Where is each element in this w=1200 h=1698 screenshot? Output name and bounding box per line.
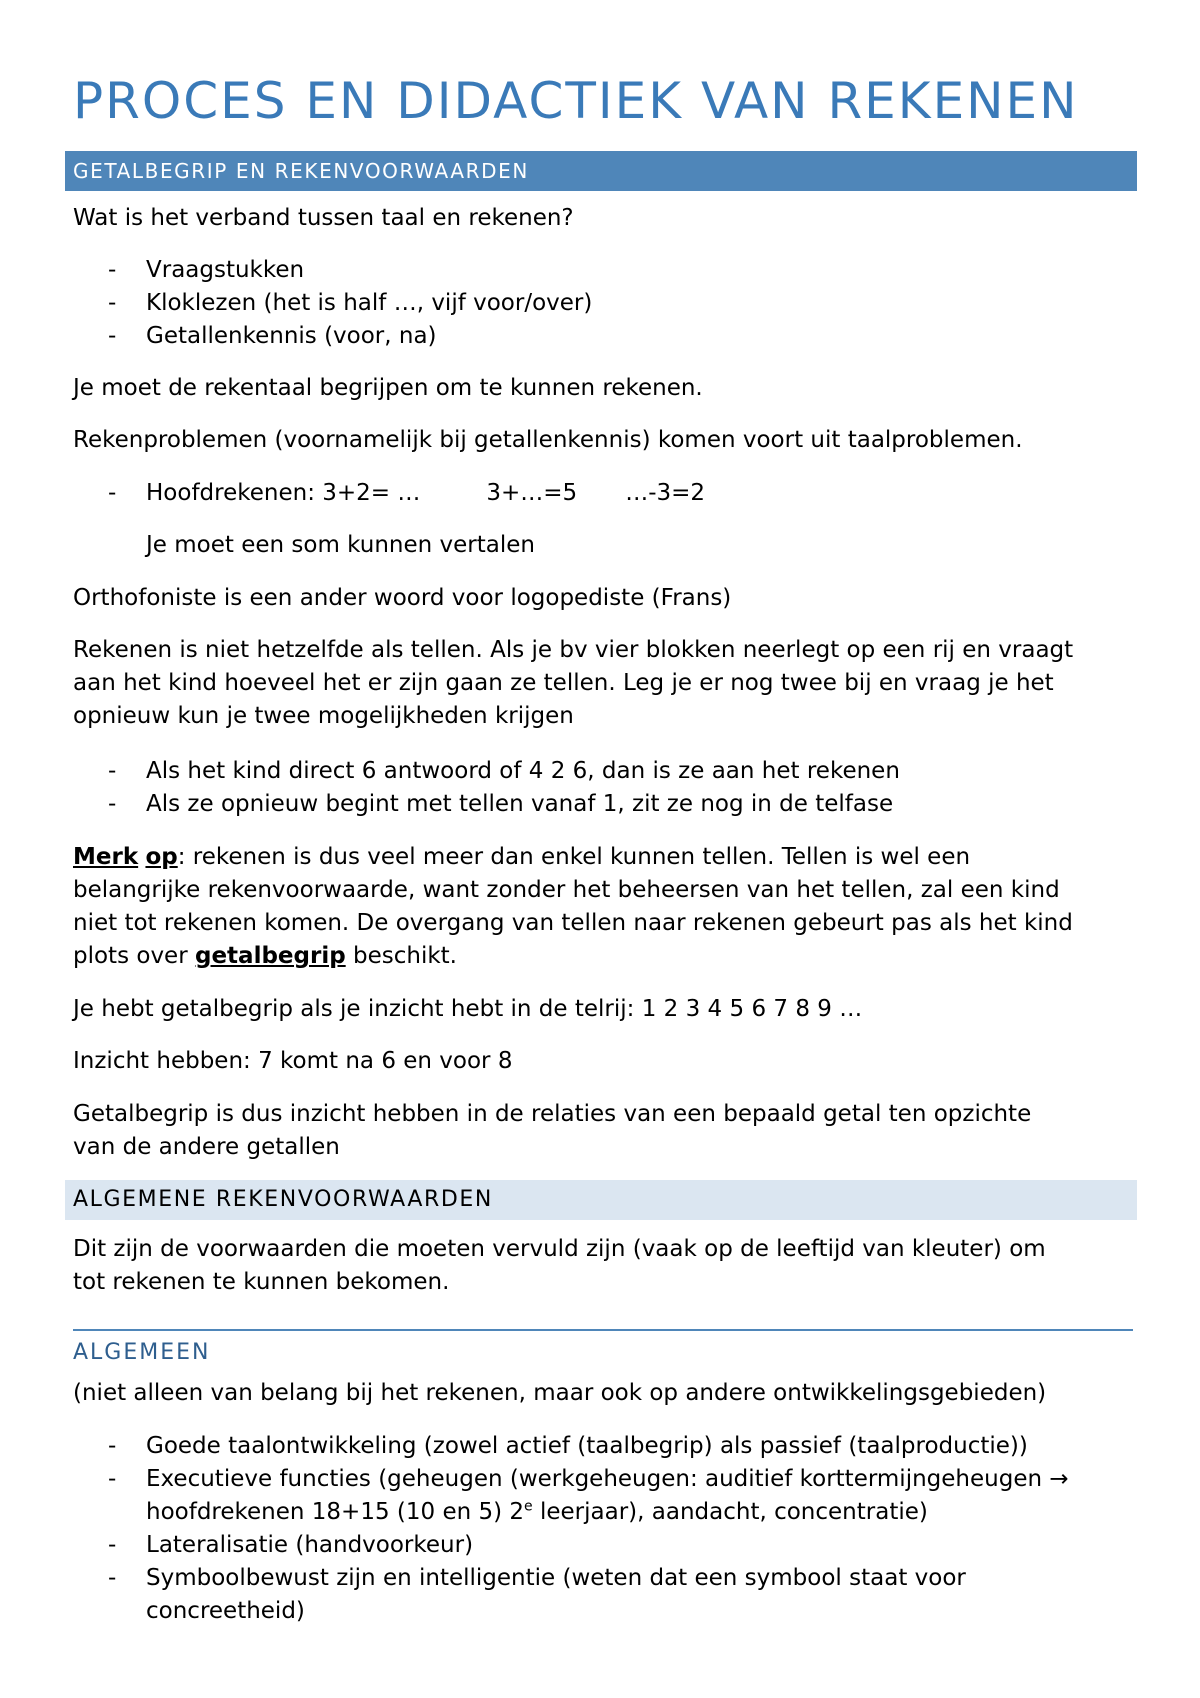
- paragraph-tellen: Rekenen is niet hetzelfde als tellen. Als je bv vier blokken neerlegt op een rij en vraagt aan het kind hoeveel het er zijn gaan ze tellen. Leg je er nog twee bij en vraag je het opnieuw kun je twee mogelijkheden krijgen: [73, 637, 1074, 729]
- paragraph-vertalen: Je moet een som kunnen vertalen: [146, 532, 535, 558]
- question-paragraph: Wat is het verband tussen taal en rekenen?: [73, 205, 574, 231]
- paragraph-getalbegrip: Getalbegrip is dus inzicht hebben in de relaties van een bepaald getal ten opzichte van de andere getallen: [73, 1101, 1032, 1160]
- paragraph-orthofoniste: Orthofoniste is een ander woord voor logopediste (Frans): [73, 585, 732, 611]
- paragraph-voorwaarden: Dit zijn de voorwaarden die moeten vervuld zijn (vaak op de leeftijd van kleuter) om tot rekenen te kunnen bekomen.: [73, 1236, 1046, 1295]
- divider: [73, 1329, 1133, 1331]
- paragraph-rekenproblemen: Rekenproblemen (voornamelijk bij getallenkennis) komen voort uit taalproblemen.: [73, 427, 1023, 453]
- getalbegrip-keyword: getalbegrip: [194, 943, 346, 969]
- paragraph-inzicht: Inzicht hebben: 7 komt na 6 en voor 8: [73, 1048, 513, 1074]
- merk-op-keyword: Merk: [73, 844, 139, 870]
- paragraph-merk-op: Merk op: rekenen is dus veel meer dan enkel kunnen tellen. Tellen is wel een belangrijke rekenvoorwaarde, want zonder het beheersen van het tellen, zal een kind niet tot rekenen komen. De overgang van tellen naar rekenen gebeurt pas als het kind plots over getalbegrip beschikt.: [73, 844, 1073, 969]
- document-page: PROCES EN DIDACTIEK VAN REKENEN GETALBEGRIP EN REKENVOORWAARDEN Wat is het verband tussen taal en rekenen? - Vraagstukken - Kloklezen (het is half …, vijf voor/over) - Getallenkennis (voor, na) Je moet de rekentaal begrijpen om te kunnen rekenen. Rekenproblemen (voornamelijk bij getallenkennis) komen voort uit taalproblemen. - Hoofdrekenen: 3+2= … 3+…=5 …-3=2 Je moet een som kunnen vertalen Orthofoniste is een ander woord voor logopediste (Frans) Rekenen is niet hetzelfde als tellen. Als je bv vier blokken neerlegt op een rij en vraagt aan het kind hoeveel het er zijn gaan ze tellen. Leg je er nog twee bij en vraag je het opnieuw kun je twee mogelijkheden krijgen - Als het kind direct 6 antwoord of 4 2 6, dan is ze aan het rekenen - Als ze opnieuw begint met tellen vanaf 1, zit ze nog in de telfase Merk op: rekenen is dus veel meer dan enkel kunnen tellen. Tellen is wel een belangrijke rekenvoorwaarde, want zonder het beheersen van het tellen, zal een kind niet tot rekenen komen. De overgang van tellen naar rekenen gebeurt pas als het kind plots over getalbegrip beschikt. Je hebt getalbegrip als je inzicht hebt in de telrij: 1 2 3 4 5 6 7 8 9 … Inzicht hebben: 7 komt na 6 en voor 8 Getalbegrip is dus inzicht hebben in de relaties van een bepaald getal ten opzichte van de andere getallen ALGEMENE REKENVOORWAARDEN Dit zijn de voorwaarden die moeten vervuld zijn (vaak op de leeftijd van kleuter) om tot rekenen te kunnen bekomen. ALGEMEEN (niet alleen van belang bij het rekenen, maar ook op andere ontwikkelingsgebieden) - Goede taalontwikkeling (zowel actief (taalbegrip) als passief (taalproductie)) - Executieve functies (geheugen (werkgeheugen: auditief korttermijngeheugen → hoofdrekenen 18+15 (10 en 5) 2e leerjaar), aandacht, concentratie) - Lateralisatie (handvoorkeur) - Symboolbewust zijn en intelligentie (weten dat een symbool staat voor concreetheid): [0, 0, 1200, 1698]
- document-title: PROCES EN DIDACTIEK VAN REKENEN: [73, 72, 1079, 130]
- merk-op-keyword: op: [145, 844, 178, 870]
- paragraph-algemeen: (niet alleen van belang bij het rekenen, maar ook op andere ontwikkelingsgebieden): [73, 1380, 1047, 1406]
- paragraph-telrij: Je hebt getalbegrip als je inzicht hebt in de telrij: 1 2 3 4 5 6 7 8 9 …: [73, 996, 863, 1022]
- section-heading-getalbegrip: GETALBEGRIP EN REKENVOORWAARDEN: [65, 151, 1137, 191]
- section-heading-algemene-rekenvoorwaarden: ALGEMENE REKENVOORWAARDEN: [65, 1180, 1137, 1220]
- paragraph-rekentaal: Je moet de rekentaal begrijpen om te kunnen rekenen.: [73, 375, 703, 401]
- subheading-algemeen: ALGEMEEN: [73, 1340, 211, 1365]
